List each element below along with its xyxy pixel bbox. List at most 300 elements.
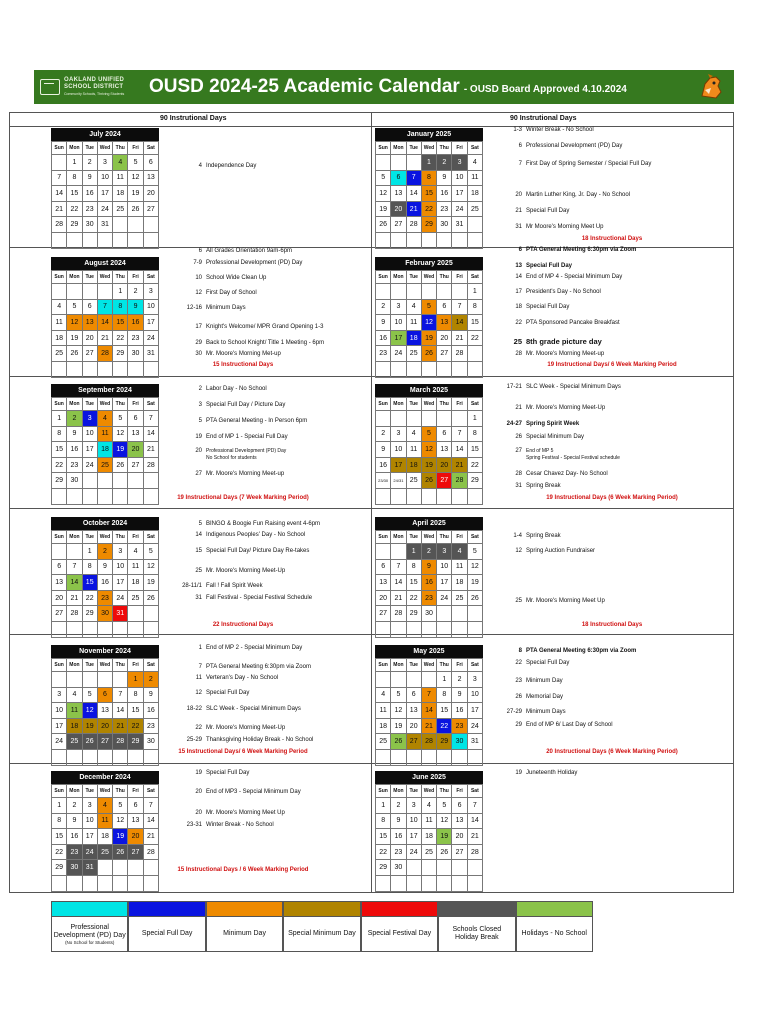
day-cell: 22	[467, 330, 482, 346]
day-cell: 10	[391, 442, 406, 458]
event-text: Spring Break	[526, 533, 561, 539]
month-calendar-november-2024	[51, 645, 159, 766]
day-cell: 20	[437, 457, 452, 473]
day-cell: 25	[67, 734, 82, 750]
day-cell: 8	[113, 299, 128, 315]
event-date: 11	[195, 675, 202, 681]
empty-cell	[391, 749, 406, 765]
day-cell: 17	[391, 457, 406, 473]
day-cell: 5	[421, 426, 436, 442]
empty-cell	[52, 672, 67, 688]
event-text: Indigenous Peoples' Day - No School	[206, 532, 306, 538]
day-cell: 17	[452, 186, 467, 202]
empty-cell	[376, 875, 391, 891]
event-text: Professional Development (PD) Day	[206, 260, 303, 266]
day-cell: 8	[128, 687, 143, 703]
day-cell: 7	[452, 426, 467, 442]
day-cell: 9	[128, 299, 143, 315]
day-cell: 16	[67, 829, 82, 845]
day-cell: 28	[391, 606, 406, 622]
day-cell: 1	[421, 155, 436, 171]
day-cell: 11	[421, 813, 436, 829]
empty-cell	[67, 875, 82, 891]
empty-cell	[421, 361, 436, 377]
event-special-full-day-picture-day-re-takes	[172, 548, 309, 555]
empty-cell	[52, 284, 67, 300]
weekday-header: Tue	[406, 142, 421, 155]
empty-cell	[391, 621, 406, 637]
day-cell: 12	[467, 559, 482, 575]
event-slc-week-special-minimum-days	[172, 706, 301, 713]
day-cell: 4	[97, 411, 112, 427]
weekday-header: Tue	[406, 785, 421, 798]
weekday-header: Wed	[421, 271, 436, 284]
event-text: Martin Luther King, Jr. Day - No School	[526, 192, 631, 198]
day-cell: 11	[452, 559, 467, 575]
event-date: 27-29	[506, 709, 522, 715]
event-date: 28	[515, 471, 522, 477]
day-cell: 21	[97, 330, 112, 346]
event-date: 18-22	[186, 706, 202, 712]
weekday-header: Fri	[452, 142, 467, 155]
day-cell: 2	[376, 426, 391, 442]
day-cell: 25	[421, 844, 436, 860]
day-cell: 10	[406, 813, 421, 829]
day-cell: 17	[113, 575, 128, 591]
day-cell: 22	[406, 590, 421, 606]
instructional-days-note: 18 Instructional Days	[581, 622, 643, 628]
day-cell: 28	[452, 473, 467, 489]
event-special-full-day	[486, 263, 572, 270]
day-cell: 13	[52, 575, 67, 591]
weekday-header: Tue	[82, 271, 97, 284]
month-calendar-march-2025	[375, 384, 483, 505]
month-title: September 2024	[51, 384, 159, 397]
day-cell: 5	[467, 544, 482, 560]
empty-cell	[113, 875, 128, 891]
day-cell: 4	[421, 798, 436, 814]
weekday-header: Thu	[113, 398, 128, 411]
empty-cell	[52, 875, 67, 891]
weekday-header: Fri	[128, 531, 143, 544]
day-cell: 12	[143, 559, 158, 575]
day-cell: 16	[143, 703, 158, 719]
empty-cell	[97, 672, 112, 688]
day-cell: 30	[67, 860, 82, 876]
legend-item-schools-closed-holiday-break	[438, 901, 515, 952]
day-cell: 19	[376, 201, 391, 217]
event-pta-general-meeting-6-30pm-via-zoom	[486, 247, 636, 254]
page-subtitle: - OUSD Board Approved 4.10.2024	[463, 84, 627, 95]
event-text: Mr. Moore's Morning Meet Up	[526, 598, 605, 604]
event-date: 31	[515, 483, 522, 489]
day-cell: 4	[452, 544, 467, 560]
event-text: Minimum Days	[206, 305, 246, 311]
day-cell: 19	[113, 829, 128, 845]
event-memorial-day	[486, 694, 563, 701]
event-date: 25	[195, 568, 202, 574]
day-cell: 1	[128, 672, 143, 688]
day-cell: 6	[406, 687, 421, 703]
day-cell: 21	[52, 201, 67, 217]
empty-cell	[113, 672, 128, 688]
day-cell: 16	[67, 442, 82, 458]
day-cell: 19	[421, 457, 436, 473]
day-cell: 9	[452, 687, 467, 703]
day-cell: 25	[128, 590, 143, 606]
day-cell: 17	[437, 575, 452, 591]
day-cell: 25	[406, 473, 421, 489]
day-cell: 24	[406, 844, 421, 860]
weekday-header: Fri	[452, 398, 467, 411]
weekday-header: Wed	[97, 271, 112, 284]
day-cell: 24	[97, 201, 112, 217]
day-cell: 27	[391, 217, 406, 233]
event-text: Mr. Moore's Morning Meet-Up	[206, 725, 286, 731]
event-martin-luther-king-jr-day-no-school	[486, 192, 630, 199]
day-cell: 15	[421, 186, 436, 202]
day-cell: 1	[406, 544, 421, 560]
event-date: 6	[518, 143, 522, 149]
weekday-header: Tue	[82, 659, 97, 672]
day-cell: 20	[391, 201, 406, 217]
day-cell: 29	[467, 473, 482, 489]
month-calendar-december-2024	[51, 771, 159, 892]
empty-cell	[143, 232, 158, 248]
empty-cell	[452, 875, 467, 891]
day-cell: 18	[128, 575, 143, 591]
day-cell: 31	[467, 734, 482, 750]
empty-cell	[113, 232, 128, 248]
month-calendar-august-2024	[51, 257, 159, 378]
event-mr-moore-s-morning-meet-up	[486, 405, 605, 412]
event-date: 6	[518, 247, 522, 253]
day-cell: 24/31	[391, 473, 406, 489]
weekday-header: Mon	[67, 785, 82, 798]
day-cell: 15	[437, 703, 452, 719]
day-cell: 28	[113, 734, 128, 750]
empty-cell	[97, 361, 112, 377]
event-text: Mr. Moore's Morning Meet-Up	[206, 568, 286, 574]
event-text: Mr. Moore's Morning Meet Up	[206, 810, 285, 816]
day-cell: 4	[67, 687, 82, 703]
event-date: 15	[195, 548, 202, 554]
empty-cell	[97, 749, 112, 765]
day-cell: 10	[97, 170, 112, 186]
empty-cell	[376, 361, 391, 377]
day-cell: 25	[406, 346, 421, 362]
event-date: 19	[195, 434, 202, 440]
day-cell: 5	[437, 798, 452, 814]
instructional-days-note: 15 Instructional Days	[212, 362, 274, 368]
event-date: 25	[513, 337, 522, 346]
empty-cell	[97, 860, 112, 876]
day-cell: 3	[143, 284, 158, 300]
logo-tagline: Community Schools, Thriving Students	[64, 91, 125, 96]
day-cell: 28	[143, 457, 158, 473]
empty-cell	[82, 473, 97, 489]
day-cell: 28	[406, 217, 421, 233]
empty-cell	[437, 606, 452, 622]
day-cell: 6	[143, 155, 158, 171]
day-cell: 22	[52, 844, 67, 860]
event-pta-general-meeting-6-30pm-via-zoom	[486, 648, 636, 655]
day-cell: 13	[437, 315, 452, 331]
event-text: PTA General Meeting 6:30pm via Zoom	[526, 648, 637, 654]
month-title: April 2025	[375, 517, 483, 530]
weekday-header: Wed	[421, 659, 436, 672]
month-title: November 2024	[51, 645, 159, 658]
day-cell: 9	[376, 315, 391, 331]
day-cell: 16	[128, 315, 143, 331]
empty-cell	[421, 488, 436, 504]
day-cell: 23	[97, 590, 112, 606]
empty-cell	[82, 875, 97, 891]
event-indigenous-peoples-day-no-school	[172, 532, 305, 539]
event-mr-moore-s-morning-meet-up	[172, 810, 285, 817]
weekday-header: Mon	[391, 271, 406, 284]
day-cell: 12	[113, 426, 128, 442]
weekday-header: Wed	[421, 785, 436, 798]
day-cell: 25	[113, 201, 128, 217]
knight-mascot-icon	[696, 72, 726, 102]
day-cell: 10	[467, 687, 482, 703]
event-thanksgiving-holiday-break-no-school	[172, 737, 313, 744]
day-cell: 13	[376, 575, 391, 591]
event-text: Juneteenth Holiday	[526, 770, 578, 776]
event-winter-break-no-school	[172, 822, 274, 829]
day-cell: 11	[52, 315, 67, 331]
empty-cell	[52, 155, 67, 171]
day-cell: 24	[452, 201, 467, 217]
event-verteran-s-day-no-school	[172, 675, 278, 682]
day-cell: 3	[391, 426, 406, 442]
day-cell: 4	[406, 426, 421, 442]
day-cell: 7	[467, 798, 482, 814]
day-cell: 26	[82, 734, 97, 750]
event-line: No School for students	[206, 455, 257, 461]
empty-cell	[421, 749, 436, 765]
day-cell: 14	[421, 703, 436, 719]
day-cell: 19	[113, 442, 128, 458]
event-text: 8th grade picture day	[526, 337, 602, 346]
day-cell: 24	[143, 330, 158, 346]
event-text: Back to School Knight/ Title 1 Meeting - 6pm	[206, 340, 325, 346]
day-cell: 5	[113, 411, 128, 427]
event-text: Special Full Day/ Picture Day Re-takes	[206, 548, 310, 554]
day-cell: 4	[52, 299, 67, 315]
instructional-days-note: 19 Instructional Days (6 Week Marking Period)	[546, 495, 678, 501]
day-cell: 1	[82, 544, 97, 560]
event-date: 29	[515, 722, 522, 728]
day-cell: 23	[421, 590, 436, 606]
event-independence-day	[172, 163, 256, 170]
event-text: Labor Day - No School	[206, 386, 267, 392]
day-cell: 2	[82, 155, 97, 171]
weekday-header: Fri	[452, 271, 467, 284]
legend-item-holidays-no-school	[516, 901, 593, 952]
event-end-of-mp-5	[486, 448, 620, 462]
day-cell: 22	[113, 330, 128, 346]
day-cell: 3	[97, 155, 112, 171]
day-cell: 3	[467, 672, 482, 688]
empty-cell	[406, 672, 421, 688]
event-text: Knight's Welcome/ MPR Grand Opening 1-3	[206, 324, 324, 330]
day-cell: 20	[437, 330, 452, 346]
day-cell: 27	[376, 606, 391, 622]
event-date: 27	[195, 471, 202, 477]
event-mr-moore-s-morning-meet-up	[172, 568, 285, 575]
legend-swatch	[207, 902, 282, 917]
day-cell: 8	[52, 813, 67, 829]
day-cell: 26	[467, 590, 482, 606]
day-cell: 7	[97, 299, 112, 315]
day-cell: 27	[97, 734, 112, 750]
legend-item-special-festival-day	[361, 901, 438, 952]
event-date: 21	[515, 208, 522, 214]
empty-cell	[452, 749, 467, 765]
day-cell: 2	[128, 284, 143, 300]
weekday-header: Tue	[406, 531, 421, 544]
day-cell: 28	[467, 844, 482, 860]
day-cell: 19	[128, 186, 143, 202]
empty-cell	[82, 621, 97, 637]
day-cell: 3	[113, 544, 128, 560]
day-cell: 23	[376, 346, 391, 362]
day-cell: 30	[67, 473, 82, 489]
empty-cell	[452, 284, 467, 300]
day-cell: 9	[391, 813, 406, 829]
day-cell: 16	[376, 457, 391, 473]
weekday-header: Mon	[391, 531, 406, 544]
event-end-of-mp-1-special-full-day	[172, 434, 288, 441]
event-text: Special Minimum Day	[526, 434, 585, 440]
day-cell: 19	[67, 330, 82, 346]
event-line: Professional Development (PD) Day	[206, 448, 287, 454]
event-spring-break	[486, 483, 561, 490]
weekday-header: Thu	[437, 531, 452, 544]
empty-cell	[113, 217, 128, 233]
day-cell: 21	[452, 457, 467, 473]
day-cell: 5	[376, 170, 391, 186]
event-date: 4	[198, 163, 202, 169]
month-calendar-july-2024	[51, 128, 159, 249]
day-cell: 31	[143, 346, 158, 362]
instructional-days-note: 20 Instructional Days (6 Week Marking Period)	[546, 749, 678, 755]
month-title: February 2025	[375, 257, 483, 270]
weekday-header: Sun	[376, 142, 391, 155]
day-cell: 9	[376, 442, 391, 458]
day-cell: 20	[376, 590, 391, 606]
day-cell: 10	[52, 703, 67, 719]
event-date: 31	[515, 224, 522, 230]
empty-cell	[421, 860, 436, 876]
event-text	[206, 448, 286, 462]
event-date: 17	[195, 324, 202, 330]
weekday-header: Tue	[82, 398, 97, 411]
weekday-header: Thu	[113, 142, 128, 155]
event-date: 10	[195, 275, 202, 281]
day-cell: 5	[113, 798, 128, 814]
event-date: 20	[195, 448, 202, 454]
event-text: PTA General Meeting 6:30pm via Zoom	[206, 664, 311, 670]
weekday-header: Fri	[452, 531, 467, 544]
empty-cell	[406, 232, 421, 248]
weekday-header: Mon	[391, 785, 406, 798]
event-school-wide-clean-up	[172, 275, 266, 282]
day-cell: 26	[421, 346, 436, 362]
legend-text: Minimum Day	[223, 930, 266, 937]
day-cell: 9	[67, 426, 82, 442]
event-text: Mr Moore's Morning Meet Up	[526, 224, 604, 230]
day-cell: 19	[82, 718, 97, 734]
empty-cell	[376, 284, 391, 300]
empty-cell	[376, 232, 391, 248]
day-cell: 7	[406, 170, 421, 186]
empty-cell	[67, 672, 82, 688]
legend-label	[129, 917, 204, 951]
empty-cell	[467, 621, 482, 637]
event-text: Independence Day	[206, 163, 257, 169]
weekday-header: Sat	[467, 271, 482, 284]
day-cell: 3	[437, 544, 452, 560]
event-text: Mr. Moore's Morning Meet-up	[206, 471, 285, 477]
day-cell: 27	[452, 844, 467, 860]
day-cell: 16	[97, 575, 112, 591]
event-text: School Wide Clean Up	[206, 275, 267, 281]
day-cell: 26	[128, 201, 143, 217]
day-cell: 26	[113, 844, 128, 860]
legend-label	[52, 917, 127, 951]
empty-cell	[437, 232, 452, 248]
event-date: 26	[515, 694, 522, 700]
day-cell: 16	[437, 186, 452, 202]
weekday-header: Tue	[82, 142, 97, 155]
weekday-header: Sat	[143, 659, 158, 672]
empty-cell	[467, 606, 482, 622]
weekday-header: Mon	[391, 142, 406, 155]
legend-label	[207, 917, 282, 951]
legend-swatch	[284, 902, 359, 917]
day-cell: 22	[67, 201, 82, 217]
day-cell: 8	[421, 170, 436, 186]
day-cell: 15	[52, 442, 67, 458]
day-cell: 25	[97, 844, 112, 860]
day-cell: 17	[82, 829, 97, 845]
event-date: 7-9	[193, 260, 202, 266]
weekday-header: Thu	[113, 785, 128, 798]
day-cell: 27	[82, 346, 97, 362]
day-cell: 20	[143, 186, 158, 202]
weekday-header: Sun	[52, 531, 67, 544]
day-cell: 5	[143, 544, 158, 560]
day-cell: 20	[82, 330, 97, 346]
legend-swatch	[362, 902, 437, 917]
event-date: 12	[195, 290, 202, 296]
day-cell: 14	[67, 575, 82, 591]
empty-cell	[421, 232, 436, 248]
day-cell: 12	[82, 703, 97, 719]
day-cell: 11	[406, 442, 421, 458]
event-date: 19	[515, 770, 522, 776]
event-text: Mr. Moore's Morning Meet-Up	[526, 405, 606, 411]
day-cell: 4	[128, 544, 143, 560]
month-title: December 2024	[51, 771, 159, 784]
weekday-header: Fri	[128, 785, 143, 798]
day-cell: 23	[452, 718, 467, 734]
day-cell: 17	[391, 330, 406, 346]
weekday-header: Sun	[52, 785, 67, 798]
